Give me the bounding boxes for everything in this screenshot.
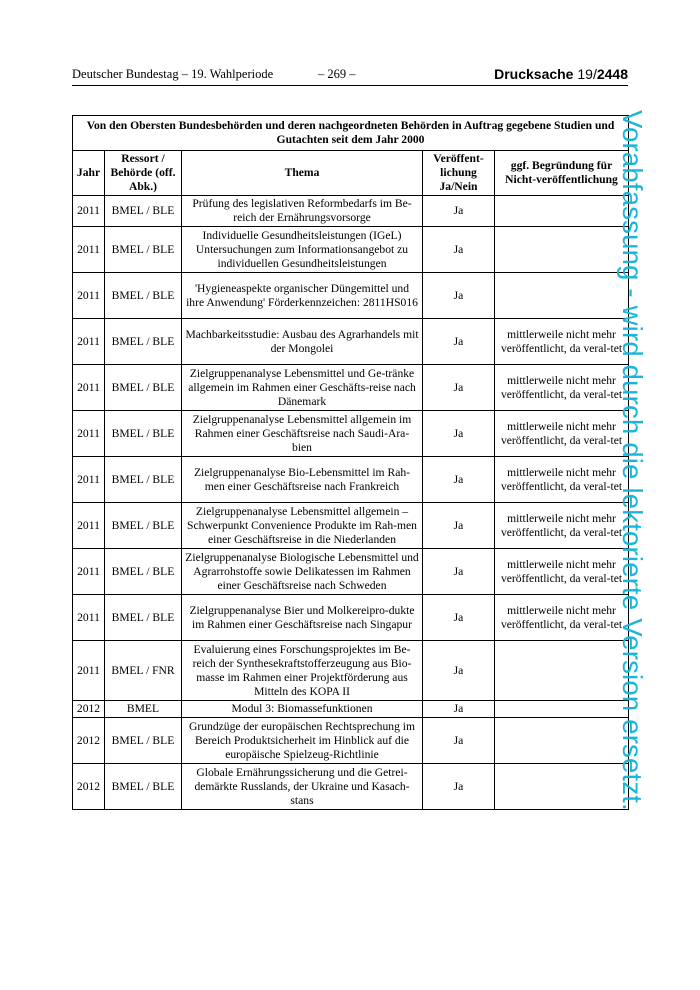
- cell-thema: 'Hygieneaspekte organischer Düngemittel und ihre Anwendung' Förderkennzeichen: 2811HS016: [182, 273, 423, 319]
- cell-veroeffentlichung: Ja: [423, 549, 495, 595]
- cell-ressort: BMEL / BLE: [105, 365, 182, 411]
- header-doc-number: 2448: [596, 66, 628, 82]
- cell-jahr: 2011: [73, 319, 105, 365]
- cell-veroeffentlichung: Ja: [423, 641, 495, 701]
- col-header-veroeffentlichung: Veröffent-lichung Ja/Nein: [423, 151, 495, 196]
- cell-begruendung: mittlerweile nicht mehr veröffentlicht, da veral-tet: [495, 457, 629, 503]
- cell-veroeffentlichung: Ja: [423, 595, 495, 641]
- cell-jahr: 2012: [73, 718, 105, 764]
- cell-ressort: BMEL / BLE: [105, 503, 182, 549]
- cell-jahr: 2011: [73, 227, 105, 273]
- table-row: [73, 641, 629, 701]
- header-doc-label: Drucksache: [494, 66, 574, 82]
- cell-jahr: 2011: [73, 196, 105, 227]
- draft-watermark: [617, 110, 682, 900]
- col-header-jahr: Jahr: [73, 151, 105, 196]
- cell-ressort: BMEL / BLE: [105, 718, 182, 764]
- cell-veroeffentlichung: Ja: [423, 764, 495, 810]
- cell-thema: Zielgruppenanalyse Lebensmittel und Ge-tränke allgemein im Rahmen einer Geschäfts-reise nach Dänemark: [182, 365, 423, 411]
- cell-jahr: 2011: [73, 365, 105, 411]
- cell-jahr: 2011: [73, 595, 105, 641]
- cell-begruendung: mittlerweile nicht mehr veröffentlicht, da veral-tet: [495, 365, 629, 411]
- header-parliament: Deutscher Bundestag – 19. Wahlperiode: [72, 67, 274, 81]
- cell-thema: Machbarkeitsstudie: Ausbau des Agrarhandels mit der Mongolei: [182, 319, 423, 365]
- studies-table: [72, 115, 629, 810]
- table-row: [73, 196, 629, 227]
- cell-ressort: BMEL / BLE: [105, 227, 182, 273]
- cell-thema: Modul 3: Biomassefunktionen: [182, 701, 423, 718]
- cell-veroeffentlichung: Ja: [423, 319, 495, 365]
- col-header-begruendung: ggf. Begründung für Nicht-veröffentlichung: [495, 151, 629, 196]
- cell-ressort: BMEL: [105, 701, 182, 718]
- watermark-text: Vorabfassung - wird durch die lektorierte Version ersetzt.: [617, 110, 648, 811]
- table-row: [73, 411, 629, 457]
- cell-veroeffentlichung: Ja: [423, 457, 495, 503]
- table-row: [73, 764, 629, 810]
- cell-jahr: 2011: [73, 457, 105, 503]
- cell-ressort: BMEL / BLE: [105, 196, 182, 227]
- cell-veroeffentlichung: Ja: [423, 718, 495, 764]
- cell-thema: Zielgruppenanalyse Biologische Lebensmittel und Agrarrohstoffe sowie Delikatessen im Rahmen einer Geschäftsreise nach Schweden: [182, 549, 423, 595]
- table-row: [73, 718, 629, 764]
- cell-thema: Zielgruppenanalyse Lebensmittel allgemein im Rahmen einer Geschäftsreise nach Saudi-Ara-bien: [182, 411, 423, 457]
- cell-veroeffentlichung: Ja: [423, 273, 495, 319]
- col-header-thema: Thema: [182, 151, 423, 196]
- cell-jahr: 2011: [73, 273, 105, 319]
- header-rule: [72, 85, 628, 86]
- cell-thema: Zielgruppenanalyse Bio-Lebensmittel im Rah-men einer Geschäftsreise nach Frankreich: [182, 457, 423, 503]
- cell-begruendung: [495, 718, 629, 764]
- cell-veroeffentlichung: Ja: [423, 411, 495, 457]
- cell-veroeffentlichung: Ja: [423, 196, 495, 227]
- col-header-ressort: Ressort / Behörde (off. Abk.): [105, 151, 182, 196]
- table-row: [73, 365, 629, 411]
- cell-begruendung: mittlerweile nicht mehr veröffentlicht, da veral-tet: [495, 549, 629, 595]
- header-document-id: [494, 66, 628, 82]
- cell-begruendung: mittlerweile nicht mehr veröffentlicht, da veral-tet: [495, 503, 629, 549]
- header-page-number: – 269 –: [318, 67, 356, 81]
- table-row: [73, 701, 629, 718]
- table-caption: Von den Obersten Bundesbehörden und deren nachgeordneten Behörden in Auftrag gegebene Studien und Gutachten seit dem Jahr 2000: [73, 116, 629, 151]
- cell-begruendung: [495, 196, 629, 227]
- cell-thema: Prüfung des legislativen Reformbedarfs im Be-reich der Ernährungsvorsorge: [182, 196, 423, 227]
- table-row: [73, 319, 629, 365]
- cell-begruendung: [495, 227, 629, 273]
- header-doc-period: 19/: [577, 66, 597, 82]
- cell-ressort: BMEL / BLE: [105, 319, 182, 365]
- cell-begruendung: [495, 641, 629, 701]
- page-header: [72, 67, 628, 85]
- cell-jahr: 2011: [73, 641, 105, 701]
- cell-ressort: BMEL / BLE: [105, 457, 182, 503]
- cell-begruendung: [495, 701, 629, 718]
- cell-jahr: 2012: [73, 764, 105, 810]
- cell-jahr: 2011: [73, 411, 105, 457]
- cell-thema: Individuelle Gesundheitsleistungen (IGeL) Untersuchungen zum Informationsangebot zu individuellen Gesundheitsleistungen: [182, 227, 423, 273]
- table-row: [73, 227, 629, 273]
- cell-thema: Grundzüge der europäischen Rechtsprechung im Bereich Produktsicherheit im Hinblick auf die europäische Spielzeug-Richtlinie: [182, 718, 423, 764]
- table-row: [73, 273, 629, 319]
- cell-ressort: BMEL / FNR: [105, 641, 182, 701]
- cell-ressort: BMEL / BLE: [105, 549, 182, 595]
- cell-begruendung: mittlerweile nicht mehr veröffentlicht, da veral-tet: [495, 319, 629, 365]
- table-row: [73, 503, 629, 549]
- table-header-row: [73, 151, 629, 196]
- cell-ressort: BMEL / BLE: [105, 273, 182, 319]
- table-row: [73, 549, 629, 595]
- cell-veroeffentlichung: Ja: [423, 227, 495, 273]
- cell-begruendung: mittlerweile nicht mehr veröffentlicht, da veral-tet: [495, 411, 629, 457]
- table-caption-row: [73, 116, 629, 151]
- cell-begruendung: mittlerweile nicht mehr veröffentlicht, da veral-tet: [495, 595, 629, 641]
- cell-thema: Evaluierung eines Forschungsprojektes im Be-reich der Synthesekraftstofferzeugung aus Bio-masse im Rahmen einer Projektförderung aus Mitteln des KOPA II: [182, 641, 423, 701]
- cell-veroeffentlichung: Ja: [423, 365, 495, 411]
- cell-jahr: 2011: [73, 549, 105, 595]
- cell-thema: Zielgruppenanalyse Lebensmittel allgemein – Schwerpunkt Convenience Produkte im Rah-men einer Geschäftsreise in die Niederlanden: [182, 503, 423, 549]
- cell-jahr: 2011: [73, 503, 105, 549]
- cell-thema: Zielgruppenanalyse Bier und Molkereipro-dukte im Rahmen einer Geschäftsreise nach Singapur: [182, 595, 423, 641]
- table-row: [73, 595, 629, 641]
- cell-ressort: BMEL / BLE: [105, 764, 182, 810]
- cell-ressort: BMEL / BLE: [105, 595, 182, 641]
- cell-ressort: BMEL / BLE: [105, 411, 182, 457]
- table-row: [73, 457, 629, 503]
- cell-veroeffentlichung: Ja: [423, 701, 495, 718]
- cell-begruendung: [495, 764, 629, 810]
- cell-begruendung: [495, 273, 629, 319]
- cell-veroeffentlichung: Ja: [423, 503, 495, 549]
- cell-thema: Globale Ernährungssicherung und die Getrei-demärkte Russlands, der Ukraine und Kasach-stans: [182, 764, 423, 810]
- cell-jahr: 2012: [73, 701, 105, 718]
